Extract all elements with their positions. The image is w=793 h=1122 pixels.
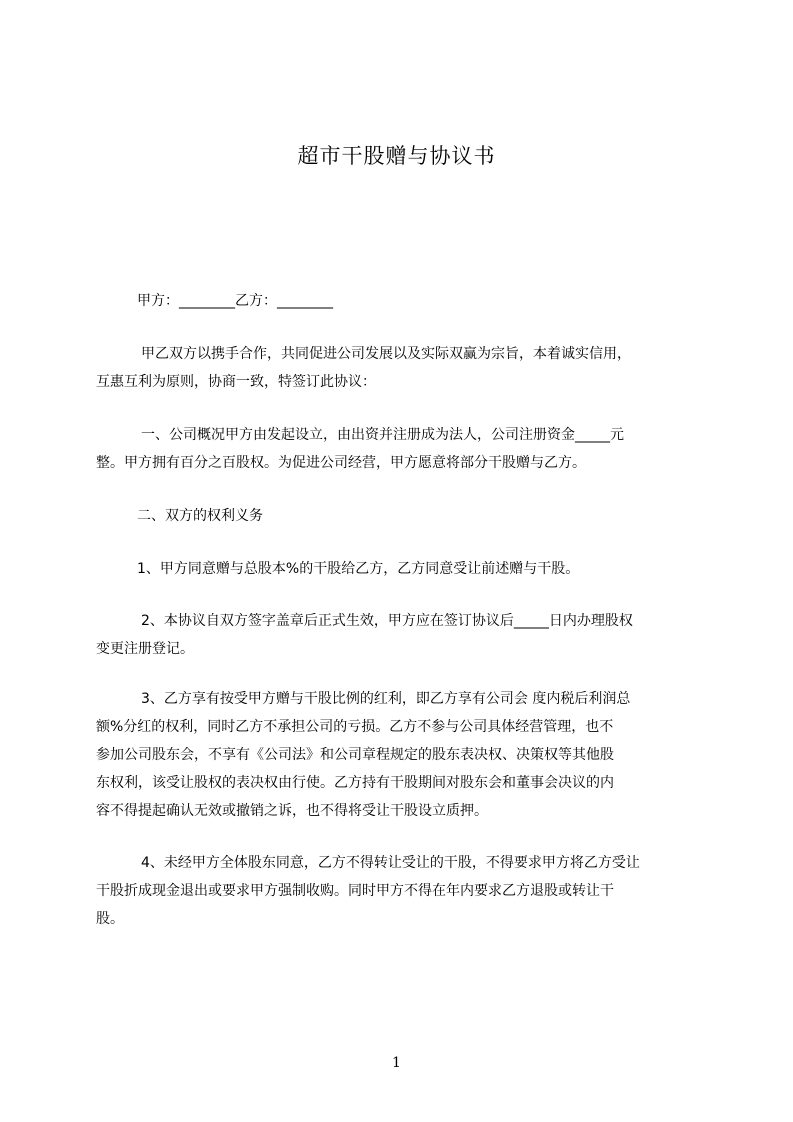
clause4-line-1: 4、未经甲方全体股东同意，乙方不得转让受让的干股，不得要求甲方将乙方受让 — [141, 855, 640, 871]
section2-heading: 二、双方的权利义务 — [137, 508, 263, 524]
parties-line: 甲方：________乙方：________ — [137, 293, 333, 309]
clause3-line-1: 3、乙方享有按受甲方赠与干股比例的红利，即乙方享有公司会 度内税后利润总 — [141, 691, 631, 707]
clause2-line-2: 变更注册登记。 — [96, 641, 194, 657]
clause3-line-4: 东权利，该受让股权的表决权由行使。乙方持有干股期间对股东会和董事会决议的内 — [96, 775, 614, 791]
clause3-line-5: 容不得提起确认无效或撤销之诉，也不得将受让干股设立质押。 — [96, 803, 488, 819]
clause3-line-2: 额%分红的权利，同时乙方不承担公司的亏损。乙方不参与公司具体经营管理，也不 — [96, 719, 614, 735]
document-title: 超市干股赠与协议书 — [297, 144, 496, 168]
clause4-line-2: 干股折成现金退出或要求甲方强制收购。同时甲方不得在年内要求乙方退股或转让干 — [96, 883, 614, 899]
clause3-line-3: 参加公司股东会，不享有《公司法》和公司章程规定的股东表决权、决策权等其他股 — [96, 747, 614, 763]
clause2-line-1: 2、本协议自双方签字盖章后正式生效，甲方应在签订协议后_____日内办理股权 — [141, 613, 633, 629]
clause1-line-1: 1、甲方同意赠与总股本%的干股给乙方，乙方同意受让前述赠与干股。 — [137, 561, 580, 577]
section1-line-1: 一、公司概况甲方由发起设立，由出资并注册成为法人，公司注册资金_____元 — [141, 427, 624, 443]
section1-line-2: 整。甲方拥有百分之百股权。为促进公司经营，甲方愿意将部分干股赠与乙方。 — [96, 455, 586, 471]
intro-line-1: 甲乙双方以携手合作，共同促进公司发展以及实际双赢为宗旨，本着诚实信用， — [141, 346, 631, 362]
clause4-line-3: 股。 — [96, 911, 124, 927]
intro-line-2: 互惠互利为原则，协商一致，特签订此协议： — [96, 374, 376, 390]
page-number: 1 — [392, 1055, 401, 1071]
